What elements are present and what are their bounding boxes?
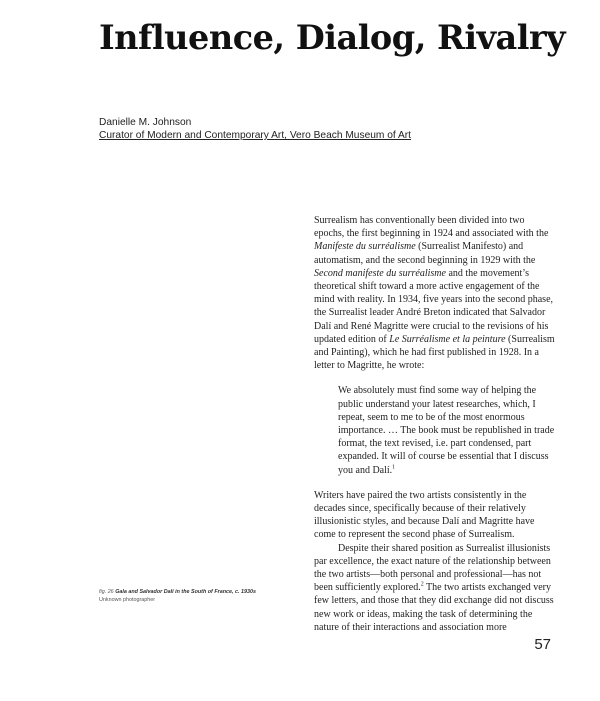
text-run: (Surrealist Manifesto) and automatism, and the second beginning in 1929 with the (314, 241, 536, 266)
figure-number: fig. 26 (99, 589, 114, 595)
book-title: Le Surréalisme et la peinture (389, 333, 506, 345)
text-run: The two artists exchanged very few letters, and those that they did exchange did not discuss new work or ideas, making the task of determining the nature of their interactions and association more (314, 582, 554, 633)
page-number: 57 (534, 636, 551, 653)
body-text (314, 214, 557, 634)
text-run: (Surrealism and Painting), which he had first published in 1928. In a letter to Magritte, he wrote: (314, 333, 555, 372)
author-name: Danielle M. Johnson (99, 117, 192, 128)
paragraph-1 (314, 214, 557, 372)
author-block (99, 116, 411, 142)
figure-title: Gala and Salvador Dalí in the South of France (115, 589, 233, 595)
paragraph-2: Writers have paired the two artists consistently in the decades since, specifically because of their relatively illusionistic styles, and because Dalí and Magritte have come to represent the second phase of Surrealism. (314, 489, 535, 541)
second-manifesto-title: Second manifeste du surréalisme (314, 267, 446, 279)
paragraph-3 (314, 542, 557, 634)
figure-caption (99, 588, 256, 604)
footnote-ref[interactable]: 1 (392, 464, 396, 471)
figure-credit: Unknown photographer (99, 597, 156, 603)
chapter-title: Influence, Dialog, Rivalry (99, 18, 566, 57)
text-run: Surrealism has conventionally been divided into two epochs, the first beginning in 1924 and associated with the (314, 215, 549, 240)
quote-text: We absolutely must find some way of helping the public understand your latest researches, which, I repeat, seem to me to be of the most enormous importance. … The book must be republished in trade format, the text revised, i.e. part condensed, part expanded. It will of course be essential that I discuss you and Dalí. (338, 385, 555, 476)
text-run: Despite their shared position as Surrealist illusionists par excellence, the exact nature of the relationship between the two artists—both personal and professional—has not been sufficiently explored. (314, 542, 551, 594)
author-affiliation: Curator of Modern and Contemporary Art, Vero Beach Museum of Art (99, 130, 412, 141)
text-run: and the movement’s theoretical shift toward a more active engagement of the mind with reality. In 1934, five years into the second phase, the Surrealist leader André Breton indicated that Salvador Dalí and René Magritte were crucial to the revisions of his updated edition of (314, 267, 554, 345)
figure-date: , c. 1930s (232, 589, 256, 595)
manifesto-title: Manifeste du surréalisme (314, 241, 416, 253)
footnote-ref[interactable]: 2 (420, 581, 424, 588)
block-quote (338, 384, 557, 476)
